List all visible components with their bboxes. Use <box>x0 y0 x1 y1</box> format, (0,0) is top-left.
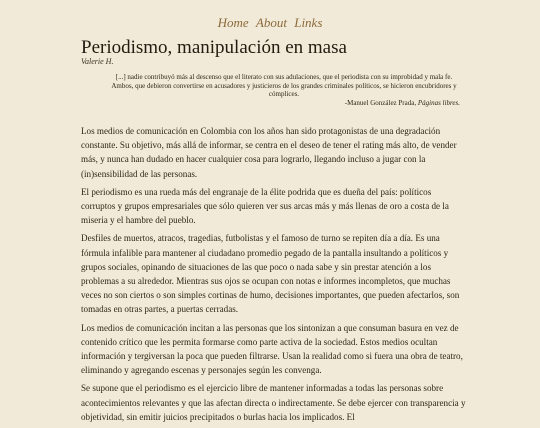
top-nav <box>0 15 540 31</box>
nav-link-about[interactable]: About <box>255 15 287 30</box>
article-title: Periodismo, manipulación en masa <box>81 37 347 58</box>
epigraph-author: -Manuel González Prada, <box>344 98 418 107</box>
article-paragraph: Se supone que el periodismo es el ejercicio libre de mantener informadas a todas las personas sobre acontecimientos relevantes y que las afectan directa o indirectamente. Se debe ejercer con transparencia y objetividad, sin emitir juicios precipitados o burlas hacia los implicados. El <box>81 383 466 422</box>
article-body <box>81 124 466 428</box>
epigraph-work: Páginas libres. <box>417 98 460 107</box>
epigraph-quote: [...] nadie contribuyó más al descenso que el literato con sus adulaciones, que el periodista con su improbidad y mala fe. Ambos, que debieron convertirse en acusadores y justicieros de los grandes criminales políticos, se hicieron encubridores y cómplices. <box>111 73 457 99</box>
article-author: Valerie H. <box>81 57 114 66</box>
epigraph-attribution <box>108 99 460 108</box>
epigraph <box>108 73 460 107</box>
nav-link-links[interactable]: Links <box>294 15 323 30</box>
article-paragraph: Los medios de comunicación en Colombia con los años han sido protagonistas de una degradación constante. Su objetivo, más allá de informar, se centra en el deseo de tener el rating más alto, de vender más, y nunca han dudado en hacer cualquier cosa para lograrlo, llegando incluso a jugar con la (in)sensibilidad de las personas. <box>81 126 457 179</box>
article-paragraph: El periodismo es una rueda más del engranaje de la élite podrida que es dueña del país: políticos corruptos y grupos empresariales que sólo quieren ver sus arcas más y más llenas de oro a costa de la miseria y el hambre del pueblo. <box>81 186 449 226</box>
nav-link-home[interactable]: Home <box>217 15 249 30</box>
article-paragraph: Los medios de comunicación incitan a las personas que los sintonizan a que consuman basura en vez de contenido crítico que les permita formarse como parte activa de la sociedad. Estos medios ocultan información y tergiversan la poca que pueden filtrarse. Usan la realidad como si fuera una obra de teatro, eliminando y agregando escenas y personajes según les convenga. <box>81 322 463 376</box>
article-paragraph: Desfiles de muertos, atracos, tragedias, futbolistas y el famoso de turno se repiten día a día. Es una fórmula infalible para mantener al ciudadano promedio pegado de la pantalla insultando a políticos y grupos sociales, opinando de situaciones de las que poco o nada sabe y sin prestar atención a los problemas a su alrededor. Mientras sus ojos se ocupan con notas e informes incompletos, que muchas veces no son ciertos o son simples cortinas de humo, decisiones importantes, que pueden afectarlos, son tomadas en otras partes, a puertas cerradas. <box>81 233 460 315</box>
